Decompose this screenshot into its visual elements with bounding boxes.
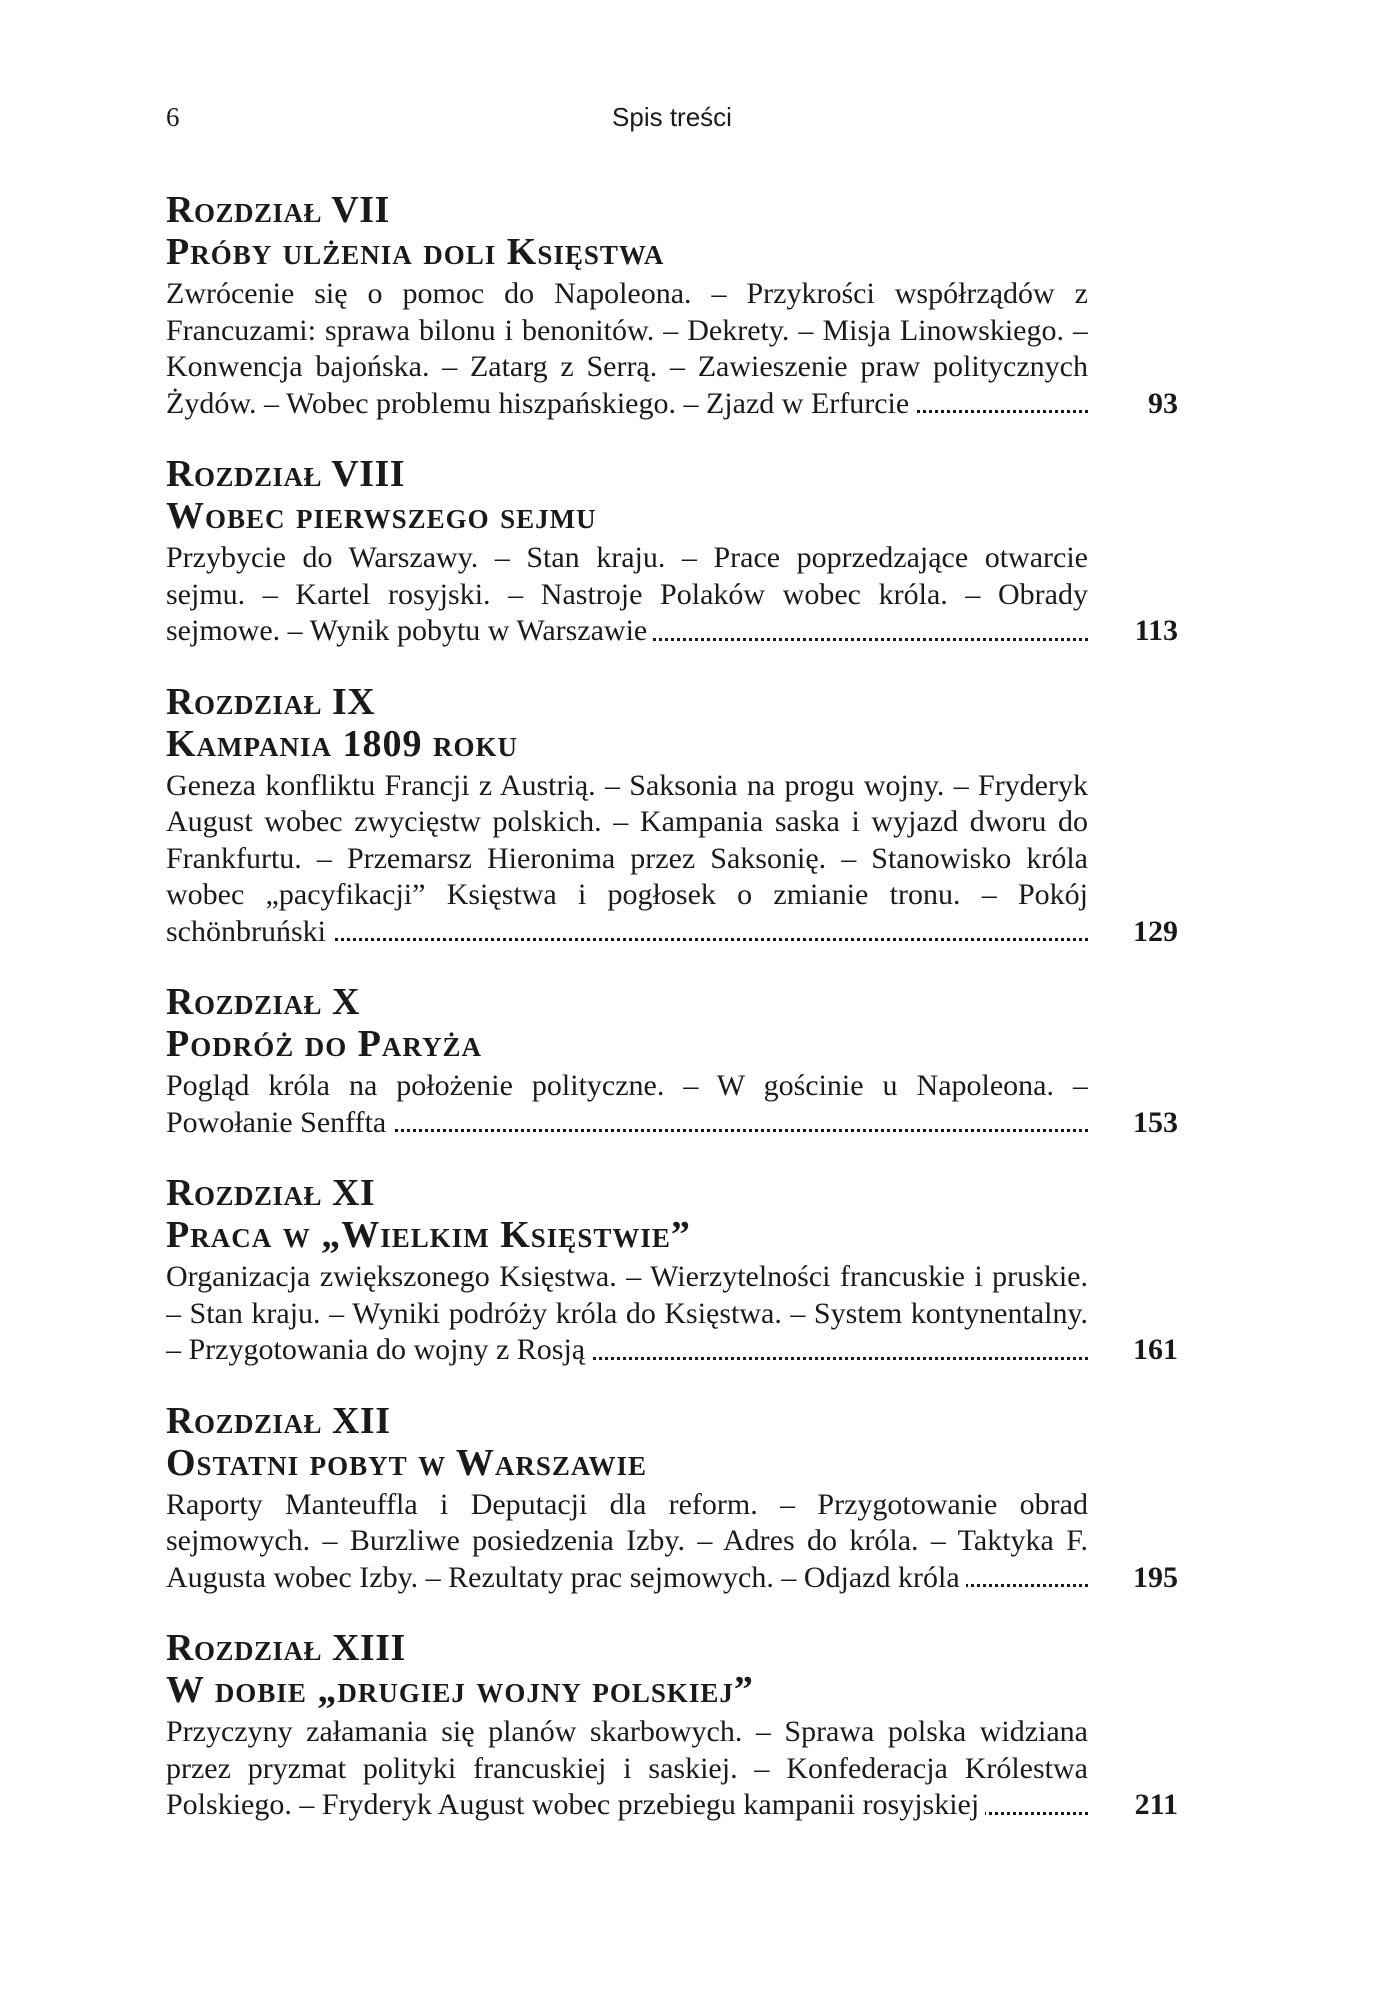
chapter-description-row <box>166 540 1178 650</box>
toc-entry-chapter-13 <box>166 1628 1178 1824</box>
chapter-title: Kampania 1809 roku <box>166 722 519 765</box>
chapter-description-row <box>166 768 1178 951</box>
chapter-page-number: 195 <box>1133 1560 1178 1594</box>
chapter-label: Rozdział VIII <box>166 453 406 495</box>
toc-entry-chapter-7 <box>166 190 1178 422</box>
chapter-label: Rozdział XII <box>166 1399 391 1442</box>
chapter-page-number: 153 <box>1133 1105 1178 1139</box>
chapter-description-row <box>166 1068 1178 1141</box>
chapter-label: Rozdział XI <box>166 1172 376 1214</box>
chapter-title: Podróż do Paryża <box>166 1023 482 1065</box>
chapter-description <box>166 540 1088 650</box>
chapter-title: Wobec pierwszego sejmu <box>166 495 597 537</box>
chapter-page-number: 161 <box>1133 1333 1178 1366</box>
table-of-contents <box>166 190 1178 1856</box>
toc-entry-chapter-10 <box>166 982 1178 1141</box>
chapter-title: Praca w „Wielkim Księstwie” <box>166 1214 691 1256</box>
chapter-page-number: 129 <box>1133 914 1178 948</box>
chapter-description-row <box>166 1714 1178 1824</box>
chapter-title: Ostatni pobyt w Warszawie <box>166 1441 647 1484</box>
chapter-description <box>166 1714 1088 1824</box>
chapter-description <box>166 1487 1088 1597</box>
chapter-description-text: Pogląd króla na położenie polityczne. – W gościnie u Napoleona. – Powołanie Senffta <box>166 1069 1088 1139</box>
chapter-description <box>166 1259 1088 1369</box>
chapter-label: Rozdział X <box>166 981 360 1023</box>
chapter-page-number: 113 <box>1134 614 1178 647</box>
chapter-label: Rozdział XIII <box>166 1627 406 1669</box>
chapter-title: W dobie „drugiej wojny polskiej” <box>166 1669 754 1711</box>
toc-entry-chapter-8 <box>166 454 1178 650</box>
chapter-description <box>166 768 1088 951</box>
chapter-description-text: Przybycie do Warszawy. – Stan kraju. – Prace poprzedzające otwarcie sejmu. – Kartel rosyjski. – Nastroje Polaków wobec króla. – Obrady sejmowe. – Wynik pobytu w Warszawie <box>166 541 1088 647</box>
chapter-description-row <box>166 1487 1178 1597</box>
chapter-description-text: Organizacja zwiększonego Księstwa. – Wierzytelności francuskie i pruskie. – Stan kraju. – Wyniki podróży króla do Księstwa. – System kontynentalny. – Przygotowania do wojny z Rosją <box>166 1260 1088 1366</box>
page-header <box>166 102 1178 142</box>
toc-entry-chapter-9 <box>166 682 1178 951</box>
chapter-label: Rozdział VII <box>166 189 390 231</box>
chapter-page-number: 211 <box>1134 1788 1178 1821</box>
chapter-description-text: Geneza konfliktu Francji z Austrią. – Saksonia na progu wojny. – Fryderyk August wobec zwycięstw polskich. – Kampania saska i wyjazd dworu do Frankfurtu. – Przemarsz Hieronima przez Saksonię. – Stanowisko króla wobec „pacyfikacji” Księstwa i pogłosek o zmianie tronu. – Pokój schönbruński <box>166 768 1088 948</box>
chapter-description-text: Raporty Manteuffla i Deputacji dla reform. – Przygotowanie obrad sejmowych. – Burzliwe posiedzenia Izby. – Adres do króla. – Taktyka F. Augusta wobec Izby. – Rezultaty prac sejmowych. – Odjazd króla <box>166 1487 1088 1594</box>
page-number: 6 <box>166 102 180 132</box>
chapter-description-text: Zwrócenie się o pomoc do Napoleona. – Przykrości współrządów z Francuzami: sprawa bilonu i benonitów. – Dekrety. – Misja Linowskiego. – Konwencja bajońska. – Zatarg z Serrą. – Zawieszenie praw politycznych Żydów. – Wobec problemu hiszpańskiego. – Zjazd w Erfurcie <box>166 277 1088 420</box>
chapter-description-text: Przyczyny załamania się planów skarbowych. – Sprawa polska widziana przez pryzmat polityki francuskiej i saskiej. – Konfederacja Królestwa Polskiego. – Fryderyk August wobec przebiegu kampanii rosyjskiej <box>166 1715 1088 1821</box>
toc-entry-chapter-12 <box>166 1401 1178 1597</box>
chapter-title: Próby ulżenia doli Księstwa <box>166 231 665 273</box>
chapter-description <box>166 1068 1088 1141</box>
chapter-description <box>166 276 1088 422</box>
toc-entry-chapter-11 <box>166 1173 1178 1369</box>
chapter-description-row <box>166 1259 1178 1369</box>
chapter-label: Rozdział IX <box>166 680 376 723</box>
chapter-description-row <box>166 276 1178 422</box>
chapter-page-number: 93 <box>1148 386 1178 420</box>
running-head: Spis treści <box>612 102 732 132</box>
